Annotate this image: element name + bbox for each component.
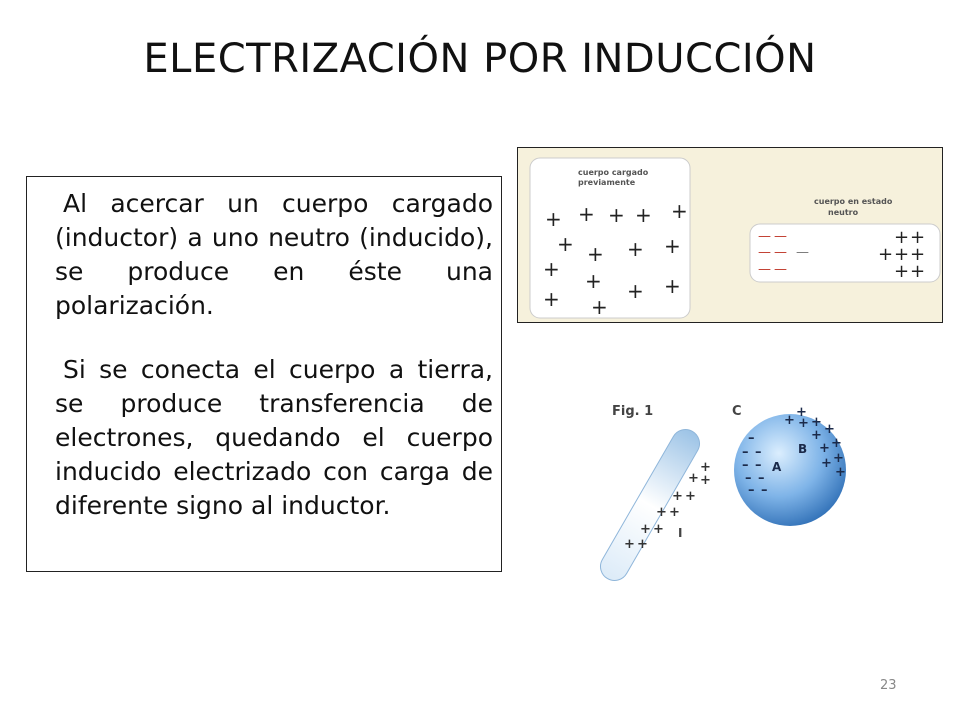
plus-sign: + bbox=[811, 415, 822, 430]
label-b: B bbox=[798, 442, 808, 456]
plus-sign: + bbox=[910, 261, 926, 282]
plus-sign: + bbox=[700, 460, 711, 475]
plus-sign: + bbox=[910, 227, 926, 248]
plus-sign: + bbox=[796, 405, 807, 420]
plus-sign: + bbox=[910, 244, 926, 265]
minus-sign: — bbox=[796, 245, 809, 260]
slide-title: ELECTRIZACIÓN POR INDUCCIÓN bbox=[143, 36, 817, 82]
minus-sign: – bbox=[742, 445, 749, 460]
plus-sign: + bbox=[672, 489, 683, 504]
figure-1 bbox=[590, 385, 870, 585]
plus-sign: + bbox=[664, 274, 681, 298]
minus-sign: – bbox=[748, 483, 755, 498]
plus-sign: + bbox=[656, 505, 667, 520]
plus-sign: + bbox=[671, 199, 688, 223]
minus-sign: — bbox=[758, 245, 771, 260]
plus-sign: + bbox=[798, 416, 809, 431]
fig-label: Fig. 1 bbox=[612, 404, 654, 419]
minus-sign: – bbox=[755, 445, 762, 460]
label-i: I bbox=[678, 526, 683, 540]
plus-sign: + bbox=[587, 242, 604, 266]
charged-rod bbox=[595, 424, 704, 585]
plus-sign: + bbox=[664, 234, 681, 258]
plus-sign: + bbox=[833, 451, 844, 466]
plus-sign: + bbox=[700, 473, 711, 488]
plus-sign: + bbox=[821, 456, 832, 471]
plus-sign: + bbox=[578, 202, 595, 226]
label-charged-line1: cuerpo cargado bbox=[578, 168, 649, 177]
plus-sign: + bbox=[688, 471, 699, 486]
plus-sign: + bbox=[557, 232, 574, 256]
plus-sign: + bbox=[627, 237, 644, 261]
minus-sign: — bbox=[774, 229, 787, 244]
label-a: A bbox=[772, 460, 782, 474]
plus-sign: + bbox=[545, 207, 562, 231]
minus-sign: – bbox=[761, 483, 768, 498]
plus-sign: + bbox=[669, 505, 680, 520]
minus-sign: — bbox=[774, 262, 787, 277]
plus-sign: + bbox=[585, 269, 602, 293]
plus-sign: + bbox=[784, 413, 795, 428]
label-neutral-line1: cuerpo en estado bbox=[814, 197, 893, 206]
paragraph-polarization: Al acercar un cuerpo cargado (inductor) a uno neutro (inducido), se produce en éste una polarización. bbox=[55, 189, 493, 320]
plus-sign: + bbox=[831, 436, 842, 451]
plus-sign: + bbox=[819, 441, 830, 456]
plus-sign: + bbox=[591, 295, 608, 319]
plus-sign: + bbox=[811, 428, 822, 443]
plus-sign: + bbox=[635, 203, 652, 227]
label-charged-line2: previamente bbox=[578, 178, 636, 187]
minus-sign: — bbox=[774, 245, 787, 260]
plus-sign: + bbox=[824, 422, 835, 437]
label-neutral-line2: neutro bbox=[828, 208, 859, 217]
paragraph-grounding: Si se conecta el cuerpo a tierra, se produce transferencia de electrones, quedando el cuerpo inducido electrizado con carga de diferente signo al inductor. bbox=[55, 355, 493, 520]
minus-sign: – bbox=[742, 458, 749, 473]
minus-sign: — bbox=[758, 229, 771, 244]
plus-sign: + bbox=[894, 227, 910, 248]
induction-illustration bbox=[517, 147, 943, 323]
plus-sign: + bbox=[878, 244, 894, 265]
minus-sign: — bbox=[758, 262, 771, 277]
label-c: C bbox=[732, 404, 742, 419]
plus-sign: + bbox=[653, 522, 664, 537]
plus-sign: + bbox=[624, 537, 635, 552]
plus-sign: + bbox=[685, 489, 696, 504]
figure-1-svg bbox=[590, 385, 870, 585]
plus-sign: + bbox=[894, 261, 910, 282]
plus-sign: + bbox=[640, 522, 651, 537]
plus-sign: + bbox=[894, 244, 910, 265]
minus-sign: – bbox=[758, 471, 765, 486]
text-box bbox=[26, 176, 502, 572]
induction-illustration-svg bbox=[518, 148, 942, 322]
plus-sign: + bbox=[543, 257, 560, 281]
plus-sign: + bbox=[543, 287, 560, 311]
page-number: 23 bbox=[880, 678, 897, 693]
minus-sign: – bbox=[748, 431, 755, 446]
plus-sign: + bbox=[608, 203, 625, 227]
plus-sign: + bbox=[627, 279, 644, 303]
plus-sign: + bbox=[637, 537, 648, 552]
minus-sign: – bbox=[755, 458, 762, 473]
plus-sign: + bbox=[835, 465, 846, 480]
minus-sign: – bbox=[745, 471, 752, 486]
